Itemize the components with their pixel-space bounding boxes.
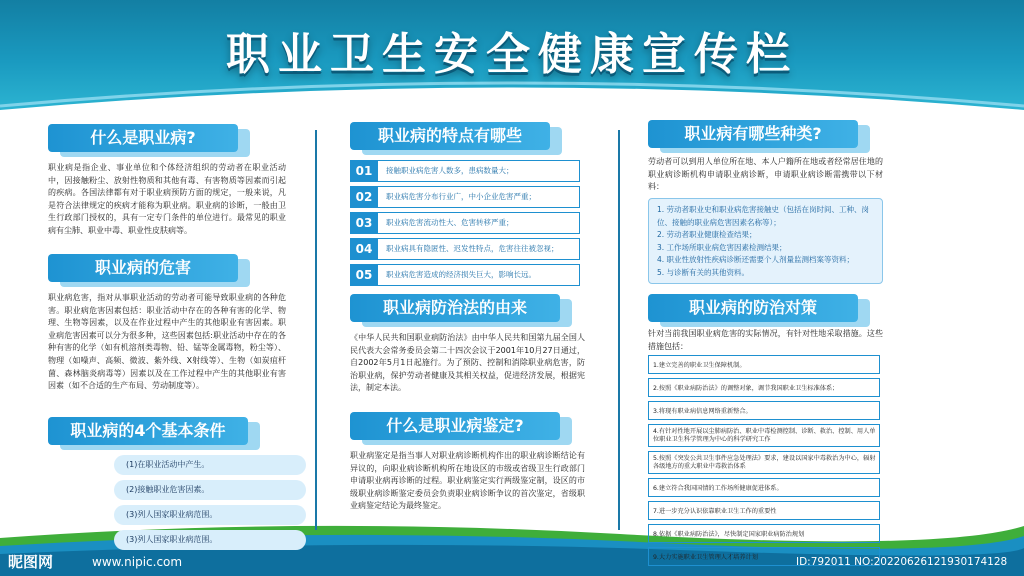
section-header <box>48 254 286 282</box>
section-title-conditions: 职业病的4个基本条件 <box>48 417 248 445</box>
list-item: 4. 职业性放射性疾病诊断还需要个人剂量监测档案等资料； <box>657 255 855 264</box>
list-item: 5.按照《突发公共卫生事件应急处理法》要求，建设以国家中毒救治为中心，辐射各级地方的重大职业中毒救治体系 <box>648 451 880 474</box>
list-item: 3. 工作场所职业病危害因素检测结果； <box>657 242 787 252</box>
measures-intro: 针对当前我国职业病危害的实际情况，有针对性地采取措施。这些措施包括： <box>648 329 883 351</box>
list-item: 6.建立符合我国国情的工作场所健康促进体系。 <box>648 478 880 497</box>
item-number: 04 <box>350 238 378 260</box>
list-item: 9.大力实施职业卫生管理人才培养计划 <box>648 547 880 566</box>
identification-paragraph: 职业病鉴定是指当事人对职业病诊断机构作出的职业病诊断结论有异议的，向职业病诊断机构所在地设区的市级或省级卫生行政部门申请职业病再诊断的过程。职业病鉴定实行两级鉴定制，设区的市级职业病诊断鉴定委员会负责职业病诊断争议的首次鉴定，省级职业病鉴定结论为最终鉴定。 <box>350 451 585 511</box>
list-item: 3.将现有职业病信息网络重新整合。 <box>648 401 880 420</box>
section-title-measures: 职业病的防治对策 <box>648 294 858 322</box>
list-item: 8.依据《职业病防治法》，尽快制定国家职业病防治规划 <box>648 524 880 543</box>
conditions-list <box>114 455 306 550</box>
list-item: 7.进一步充分认识依靠职业卫生工作的重要性 <box>648 501 880 520</box>
list-item: 5. 与诊断有关的其他资料。 <box>657 267 750 277</box>
section-header <box>648 294 883 322</box>
item-text: 职业病危害分布行业广，中小企业危害严重； <box>378 186 580 208</box>
column-divider <box>618 130 620 530</box>
item-text: 职业病危害造成的经济损失巨大，影响长远。 <box>378 264 580 286</box>
list-item <box>350 264 580 286</box>
section-title-what: 什么是职业病? <box>48 124 238 152</box>
list-item <box>350 212 580 234</box>
column-left <box>48 118 286 555</box>
list-item: 2.按照《职业病防治法》的调整对象，调节我国职业卫生标准体系； <box>648 378 880 397</box>
section-header <box>350 122 585 150</box>
list-item: 1.建立完善的职业卫生保障机制。 <box>648 355 880 374</box>
list-item <box>350 186 580 208</box>
list-item <box>350 238 580 260</box>
section-header <box>350 294 585 322</box>
watermark-logo: 昵图网 <box>8 553 54 571</box>
list-item: 1. 劳动者职业史和职业病危害接触史（包括在岗时间、工种、岗位、接触的职业病危害因素名称等）； <box>657 205 870 227</box>
section-title-law: 职业病防治法的由来 <box>350 294 560 322</box>
section-header <box>48 124 286 152</box>
list-item: 4.有针对性地开展以尘肺病防治、职业中毒检测控制、诊断、救治、控制、用人单位职业卫生科学管理为中心的科学研究工作 <box>648 424 880 447</box>
column-middle <box>350 118 585 513</box>
law-paragraph: 《中华人民共和国职业病防治法》由中华人民共和国第九届全国人民代表大会常务委员会第二十四次会议于2001年10月27日通过，自2002年5月1日起施行。为了预防、控制和消除职业病危害，防治职业病，保护劳动者健康及其相关权益，促进经济发展，根据宪法，制定本法。 <box>350 333 585 393</box>
list-item: (3)列人国家职业病范围。 <box>114 505 306 525</box>
list-item <box>350 160 580 182</box>
harm-paragraph: 职业病危害，指对从事职业活动的劳动者可能导致职业病的各种危害。职业病危害因素包括：职业活动中存在的各种有害的化学、物理、生物等因素，以及在作业过程中产生的其他职业有害因素。职业病危害因素可以分为很多种，这些因素包括:职业活动中存在的各种有害的化学（如有机溶剂类毒物、铅、锰等金属毒物，粉尘等）、物理（如噪声、高频、微波、紫外线、X射线等）、生物（如炭疽杆菌、森林脑炎病毒等）因素以及在工作过程中产生的其他职业有害因素（如不合适的生产布局、劳动制度等）。 <box>48 293 286 391</box>
item-text: 接触职业病危害人数多，患病数量大； <box>378 160 580 182</box>
column-right <box>648 118 883 570</box>
section-header <box>350 412 585 440</box>
list-item: (2)接触职业危害因素。 <box>114 480 306 500</box>
section-title-features: 职业病的特点有哪些 <box>350 122 550 150</box>
materials-box <box>648 198 883 284</box>
watermark-site: www.nipic.com <box>92 555 183 569</box>
item-number: 05 <box>350 264 378 286</box>
section-header <box>48 417 286 445</box>
measures-list <box>648 355 880 566</box>
item-text: 职业病具有隐匿性、迟发性特点，危害往往被忽视； <box>378 238 580 260</box>
section-header <box>648 120 883 148</box>
page-title: 职业卫生安全健康宣传栏 <box>226 29 798 80</box>
list-item: (3)列人国家职业病范围。 <box>114 530 306 550</box>
item-number: 03 <box>350 212 378 234</box>
list-item: 2. 劳动者职业健康检查结果； <box>657 230 757 239</box>
section-title-types: 职业病有哪些种类? <box>648 120 858 148</box>
features-list <box>350 160 580 286</box>
section-title-identification: 什么是职业病鉴定? <box>350 412 560 440</box>
watermark-id: ID:792011 NO:20220626121930174128 <box>796 556 1008 568</box>
section-title-harm: 职业病的危害 <box>48 254 238 282</box>
column-divider <box>315 130 317 530</box>
what-paragraph: 职业病是指企业、事业单位和个体经济组织的劳动者在职业活动中，因接触粉尘、放射性物质和其他有毒、有害物质等因素而引起的疾病。各国法律都有对于职业病预防方面的规定，一般来说，凡是符合法律规定的疾病才能称为职业病。职业病的诊断，一般由卫生行政部门授权的，具有一定专门条件的单位进行。最常见的职业病有尘肺、职业中毒、职业性皮肤病等。 <box>48 163 286 235</box>
item-number: 01 <box>350 160 378 182</box>
item-number: 02 <box>350 186 378 208</box>
item-text: 职业病危害流动性大、危害转移严重； <box>378 212 580 234</box>
types-intro: 劳动者可以到用人单位所在地、本人户籍所在地或者经常居住地的职业病诊断机构申请职业病诊断，申请职业病诊断需携带以下材料： <box>648 157 883 192</box>
list-item: (1)在职业活动中产生。 <box>114 455 306 475</box>
